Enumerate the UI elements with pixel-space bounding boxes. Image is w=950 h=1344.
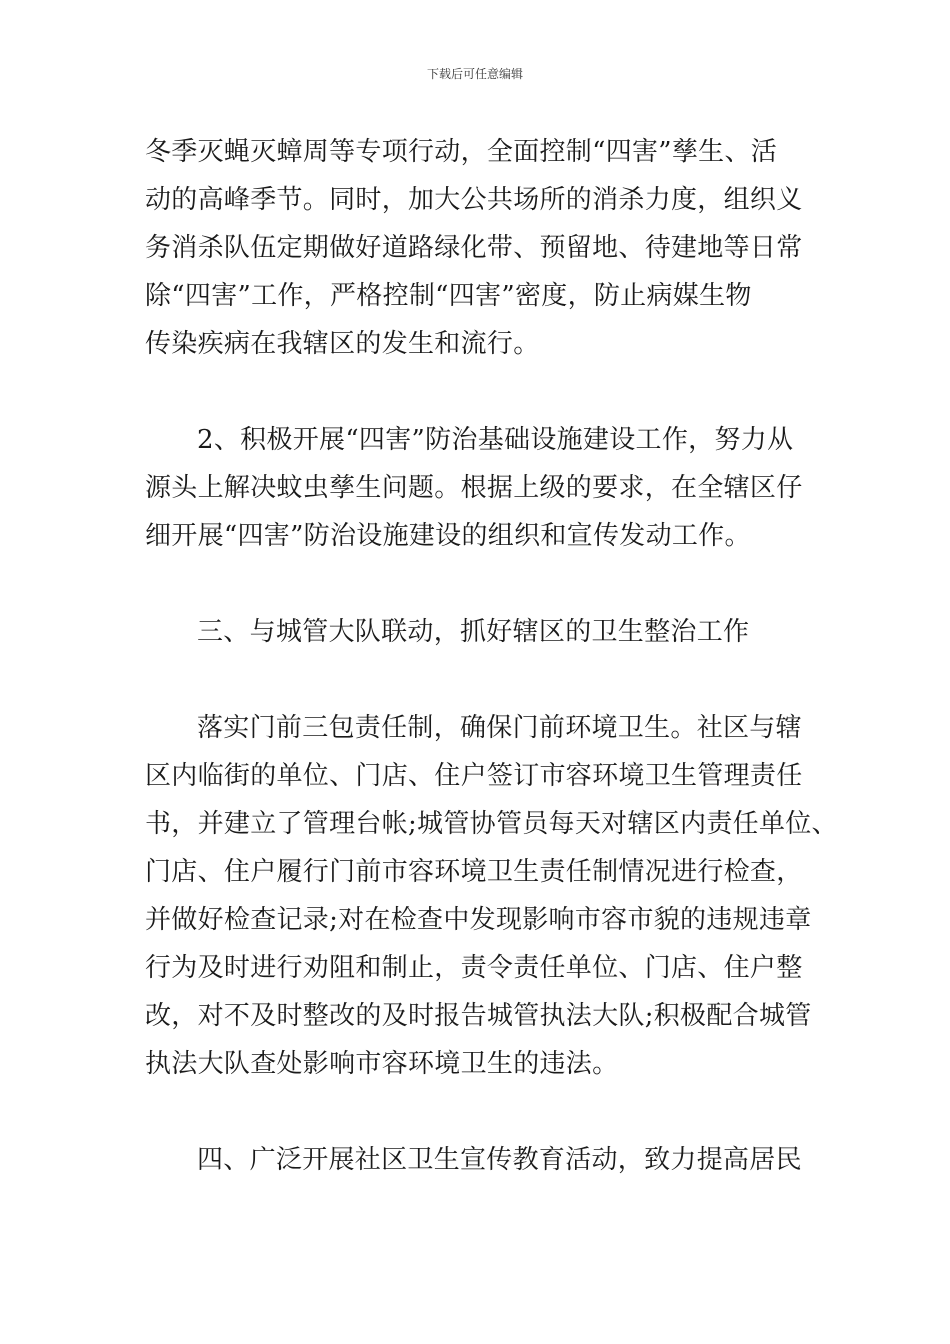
heading-line: 四、广泛开展社区卫生宣传教育活动，致力提高居民 — [197, 1145, 802, 1175]
page-header-note: 下载后可任意编辑 — [426, 67, 523, 81]
text-line: 执法大队查处影响市容环境卫生的违法。 — [145, 1049, 619, 1079]
text-line: 并做好检查记录;对在检查中发现影响市容市貌的违规违章 — [145, 905, 812, 935]
text-line: 门店、住户履行门前市容环境卫生责任制情况进行检查， — [145, 857, 803, 887]
text-line: 动的高峰季节。同时，加大公共场所的消杀力度，组织义 — [145, 185, 803, 215]
text-line: 区内临街的单位、门店、住户签订市容环境卫生管理责任 — [145, 761, 803, 791]
text-line: 落实门前三包责任制，确保门前环境卫生。社区与辖 — [197, 713, 802, 743]
text-line: 务消杀队伍定期做好道路绿化带、预留地、待建地等日常 — [145, 233, 803, 263]
paragraph-gap — [145, 560, 815, 608]
text-line: 书，并建立了管理台帐;城管协管员每天对辖区内责任单位、 — [145, 809, 838, 839]
section-heading-3 — [145, 608, 815, 656]
text-line: 冬季灭蝇灭蟑周等专项行动，全面控制“四害”孳生、活 — [145, 137, 778, 167]
paragraph-gap — [145, 656, 815, 704]
paragraph-continuation — [145, 128, 815, 368]
text-line: 改，对不及时整改的及时报告城管执法大队;积极配合城管 — [145, 1001, 812, 1031]
paragraph-item-2 — [145, 416, 815, 560]
text-line: 2、积极开展“四害”防治基础设施建设工作，努力从 — [197, 425, 794, 455]
document-body — [145, 128, 838, 1184]
paragraph-gap — [145, 1088, 815, 1136]
text-line: 传染疾病在我辖区的发生和流行。 — [145, 329, 540, 359]
heading-line: 三、与城管大队联动，抓好辖区的卫生整治工作 — [197, 617, 750, 647]
text-line: 细开展“四害”防治设施建设的组织和宣传发动工作。 — [145, 521, 751, 551]
text-line: 除“四害”工作，严格控制“四害”密度，防止病媒生物 — [145, 281, 752, 311]
paragraph-gap — [145, 368, 815, 416]
section-heading-4 — [145, 1136, 815, 1184]
text-line: 行为及时进行劝阻和制止，责令责任单位、门店、住户整 — [145, 953, 803, 983]
text-line: 源头上解决蚊虫孳生问题。根据上级的要求，在全辖区仔 — [145, 473, 803, 503]
paragraph-section-3-body — [145, 704, 838, 1088]
